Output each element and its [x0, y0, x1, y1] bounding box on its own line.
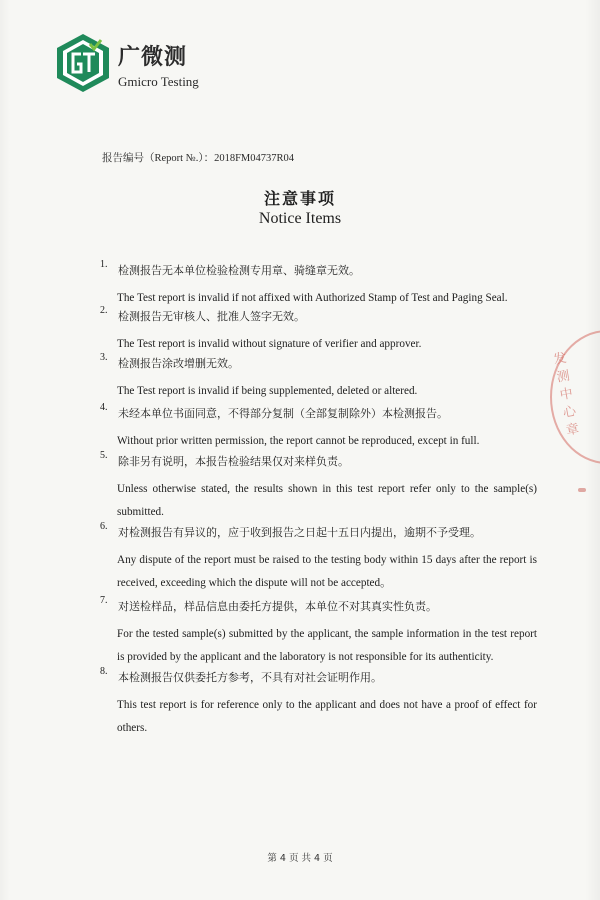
item-number: 8.: [100, 666, 108, 677]
item-text-cn: 未经本单位书面同意，不得部分复制（全部复制除外）本检测报告。: [118, 407, 448, 420]
item-number: 5.: [100, 450, 108, 461]
item-text-en: Any dispute of the report must be raised to the testing body within 15 days after the report is received, exceeding which the dispute will not be accepted。: [117, 554, 537, 589]
company-logo: [54, 32, 199, 94]
page-number: 第 4 页 共 4 页: [267, 853, 333, 864]
item-text-en: For the tested sample(s) submitted by the applicant, the sample information in the test report is provided by the applicant and the laboratory is not responsible for its authenticity.: [117, 628, 537, 663]
item-text-en: Unless otherwise stated, the results shown in this test report refer only to the sample(s) submitted.: [117, 483, 537, 518]
paging-seal-text: 发测中心章: [552, 350, 581, 439]
brand-name-cn: 广微测: [118, 45, 188, 70]
item-text-cn: 本检测报告仅供委托方参考，不具有对社会证明作用。: [118, 671, 382, 684]
page-title-en: Notice Items: [258, 210, 342, 227]
item-number: 7.: [100, 595, 108, 606]
report-number: 报告编号（Report №.）：2018FM04737R04: [102, 153, 295, 164]
page-left-edge: [0, 0, 10, 900]
item-text-en: This test report is for reference only to the applicant and does not have a proof of effect for others.: [117, 699, 537, 734]
gt-logo-icon: [54, 32, 112, 94]
item-text-en: The Test report is invalid without signature of verifier and approver.: [117, 338, 422, 350]
item-text-cn: 检测报告无本单位检验检测专用章、骑缝章无效。: [118, 264, 360, 277]
seal-edge-mark: [578, 488, 586, 492]
item-text-en: The Test report is invalid if being supplemented, deleted or altered.: [117, 385, 418, 397]
brand-name-en: Gmicro Testing: [118, 74, 199, 89]
item-text-cn: 对送检样品，样品信息由委托方提供，本单位不对其真实性负责。: [118, 600, 437, 613]
item-text-cn: 对检测报告有异议的，应于收到报告之日起十五日内提出，逾期不予受理。: [118, 526, 481, 539]
item-text-en: Without prior written permission, the report cannot be reproduced, except in full.: [117, 435, 480, 447]
item-number: 2.: [100, 305, 108, 316]
item-text-en: The Test report is invalid if not affixed with Authorized Stamp of Test and Paging Seal.: [117, 292, 508, 304]
item-number: 1.: [100, 259, 108, 270]
item-number: 3.: [100, 352, 108, 363]
page-title-cn: 注意事项: [263, 189, 336, 208]
item-number: 4.: [100, 402, 108, 413]
item-text-cn: 检测报告涂改增删无效。: [118, 357, 239, 370]
item-number: 6.: [100, 521, 108, 532]
item-text-cn: 检测报告无审核人、批准人签字无效。: [118, 310, 305, 323]
item-text-cn: 除非另有说明，本报告检验结果仅对来样负责。: [118, 455, 349, 468]
